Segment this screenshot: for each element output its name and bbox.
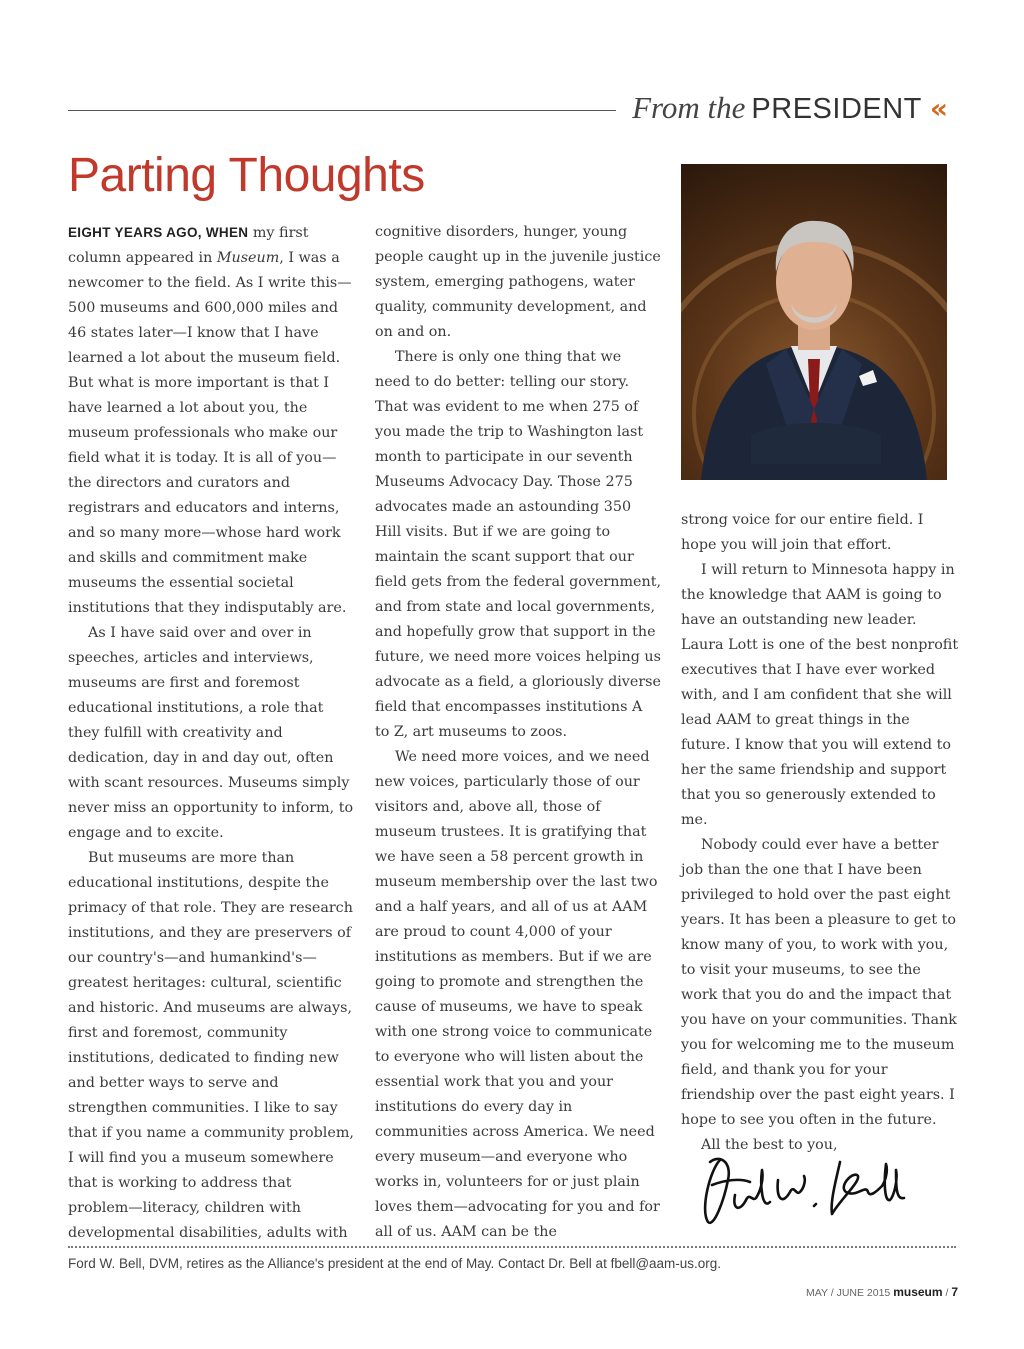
issue-date: MAY / JUNE 2015 — [806, 1287, 891, 1299]
footnote: Ford W. Bell, DVM, retires as the Alliance's president at the end of May. Contact Dr. Bell at fbell@aam-us.org. — [68, 1256, 722, 1271]
closing-line: All the best to you, — [701, 1137, 838, 1153]
paragraph-8: I will return to Minnesota happy in the knowledge that AAM is going to have an outstanding new leader. Laura Lott is one of the best nonprofit executives that I have ever worked with, and I am confident that she will lead AAM to great things in the future. I know that you will extend to her the same friendship and support that you so generously extended to me. — [681, 562, 959, 828]
signature — [690, 1140, 920, 1235]
magazine-name: Museum — [216, 250, 280, 266]
double-chevron-left-icon: « — [929, 92, 948, 125]
author-photo — [681, 164, 947, 480]
portrait-illustration — [681, 164, 947, 480]
section-name: PRESIDENT — [751, 93, 922, 125]
column-1 — [68, 220, 354, 1246]
column-2 — [375, 220, 661, 1245]
paragraph-3: But museums are more than educational institutions, despite the primacy of that role. They are research institutions, and they are preservers of our country's—and humankind's—greatest heritages: cultural, scientific and historic. And museums are always, first and foremost, community institutions, dedicated to finding new and better ways to serve and strengthen communities. I like to say that if you name a community problem, I will find you a museum somewhere that is working to address that problem—literacy, children with developmental disabilities, adults with — [68, 850, 354, 1241]
paragraph-9: Nobody could ever have a better job than the one that I have been privileged to hold over the past eight years. It has been a pleasure to get to know many of you, to work with you, to visit your museums, to see the work that you do and the impact that you have on your communities. Thank you for welcoming me to the museum field, and thank you for your friendship over the past eight years. I hope to see you often in the future. — [681, 837, 957, 1128]
paragraph-6: We need more voices, and we need new voices, particularly those of our visitors and, above all, those of museum trustees. It is gratifying that we have seen a 58 percent growth in museum membership over the last two and a half years, and all of us at AAM are proud to count 4,000 of your institutions as members. But if we are going to promote and strengthen the cause of museums, we have to speak with one strong voice to communicate to everyone who will listen about the essential work that you and your institutions do every day in communities across America. We need every museum—and everyone who works in, volunteers for or just plain loves them—advocating for you and for all of us. AAM can be the — [375, 749, 660, 1240]
magazine-title: museum — [893, 1285, 943, 1299]
page-folio — [806, 1285, 958, 1299]
column-3 — [681, 508, 959, 1158]
article-title: Parting Thoughts — [68, 149, 425, 202]
header-rule — [68, 110, 616, 111]
lead-in: EIGHT YEARS AGO, WHEN — [68, 225, 249, 240]
paragraph-1-text-a: my first column appeared in — [68, 225, 309, 266]
page-number: 7 — [951, 1285, 958, 1299]
footnote-rule — [68, 1246, 956, 1248]
paragraph-1-text-b: , I was a newcomer to the field. As I write this—500 museums and 600,000 miles and 46 states later—I know that I have learned a lot about the museum field. But what is more important is that I have learned a lot about you, the museum professionals who make our field what it is today. It is all of you—the directors and curators and registrars and educators and interns, and so many more—whose hard work and skills and commitment make museums the essential societal institutions that they indisputably are. — [68, 250, 352, 616]
paragraph-2: As I have said over and over in speeches, articles and interviews, museums are first and foremost educational institutions, a role that they fulfill with creativity and dedication, day in and day out, often with scant resources. Museums simply never miss an opportunity to inform, to engage and to excite. — [68, 625, 354, 841]
paragraph-1 — [68, 220, 354, 621]
folio-separator: / — [945, 1287, 949, 1299]
paragraph-5: There is only one thing that we need to do better: telling our story. That was evident to me when 275 of you made the trip to Washington last month to participate in our seventh Museums Advocacy Day. Those 275 advocates made an astounding 350 Hill visits. But if we are going to maintain the scant support that our field gets from the federal government, and from state and local governments, and hopefully grow that support in the future, we need more voices helping us advocate as a field, a gloriously diverse field that encompasses institutions A to Z, art museums to zoos. — [375, 349, 661, 740]
paragraph-4: cognitive disorders, hunger, young people caught up in the juvenile justice system, emerging pathogens, water quality, community development, and on and on. — [375, 224, 661, 340]
section-header — [632, 90, 948, 126]
paragraph-7: strong voice for our entire field. I hope you will join that effort. — [681, 512, 924, 553]
section-prefix: From the — [632, 90, 746, 125]
